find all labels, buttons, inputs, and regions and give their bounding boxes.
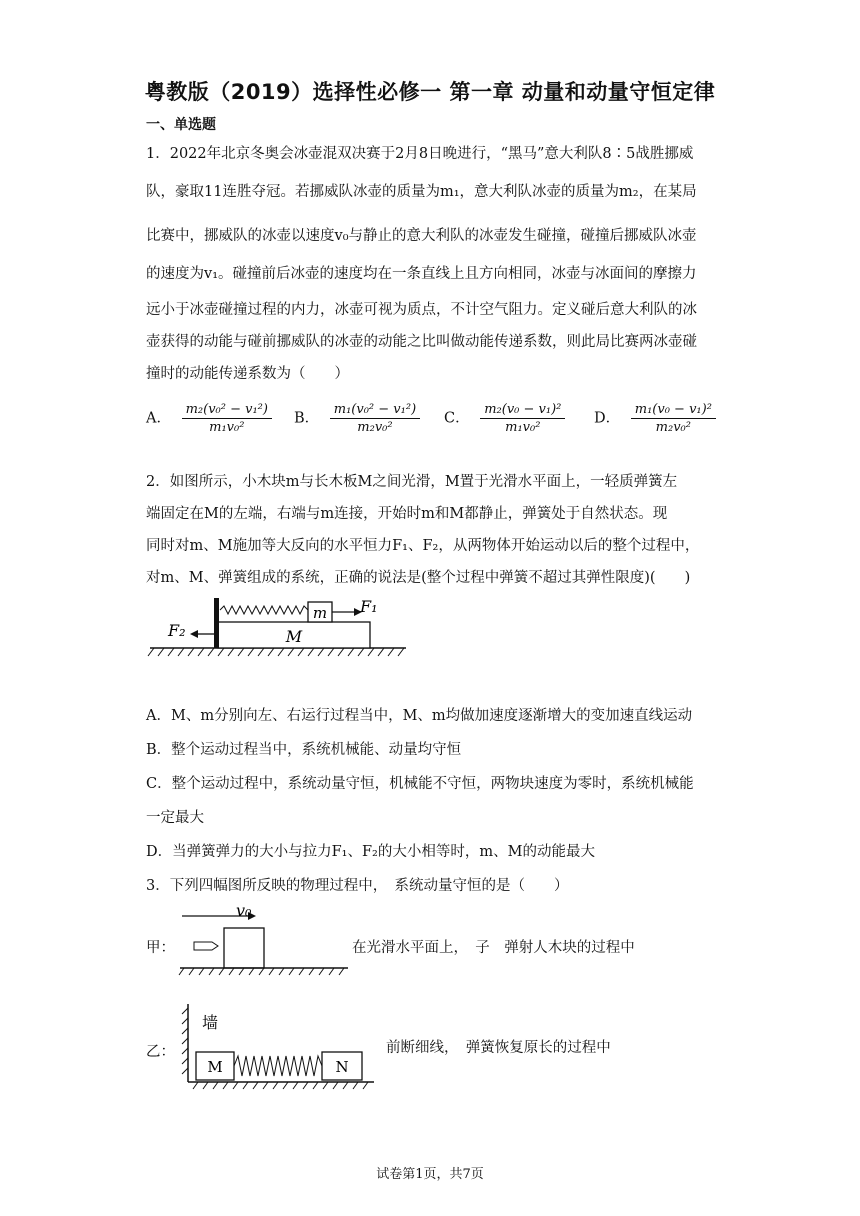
label-v0: v₀ [236, 902, 252, 920]
q2-line-3: 同时对m、M施加等大反向的水平恒力F₁、F₂，从两物体开始运动以后的整个过程中， [146, 538, 700, 554]
label-F1: F₁ [360, 597, 378, 616]
q2-option-c-cont: 一定最大 [146, 810, 204, 826]
label-M: M [285, 627, 303, 646]
q2-line-1: 2．如图所示，小木块m与长木板M之间光滑，M置于光滑水平面上，一轻质弹簧左 [146, 474, 678, 490]
q1-line-4: 的速度为v₁。碰撞前后冰壶的速度均在一条直线上且方向相同，冰壶与冰面间的摩擦力 [146, 266, 697, 282]
q2-option-c[interactable]: C．整个运动过程中，系统动量守恒，机械能不守恒，两物块速度为零时，系统机械能 [146, 776, 694, 792]
fraction-denominator: m₂v₀² [357, 420, 393, 435]
q1-line-6: 壶获得的动能与碰前挪威队的冰壶的动能之比叫做动能传递系数，则此局比赛两冰壶碰 [146, 334, 697, 350]
option-label: B． [294, 410, 320, 427]
q2-option-a[interactable]: A．M、m分别向左、右运行过程当中，M、m均做加速度逐渐增大的变加速直线运动 [146, 708, 693, 724]
q2-option-b[interactable]: B．整个运动过程当中，系统机械能、动量均守恒 [146, 742, 462, 758]
page-footer: 试卷第1页，共7页 [376, 1167, 484, 1182]
q1-line-5: 远小于冰壶碰撞过程的内力，冰壶可视为质点，不计空气阻力。定义碰后意大利队的冰 [146, 302, 697, 318]
q2-line-4: 对m、M、弹簧组成的系统，正确的说法是(整个过程中弹簧不超过其弹性限度)( ) [146, 570, 691, 586]
q1-line-3: 比赛中，挪威队的冰壶以速度v₀与静止的意大利队的冰壶发生碰撞，碰撞后挪威队冰壶 [146, 228, 697, 244]
section-heading: 一、单选题 [146, 117, 216, 133]
q1-option-a[interactable] [146, 402, 272, 435]
q2-figure-spring-board [140, 592, 420, 664]
q3-yi-text: 前断细线， 弹簧恢复原长的过程中 [386, 1040, 611, 1056]
fraction-numerator: m₁(v₀ − v₁)² [631, 402, 716, 419]
option-fraction [480, 402, 565, 435]
q1-option-d[interactable] [594, 402, 716, 435]
option-label: D． [594, 410, 621, 427]
q1-line-7: 撞时的动能传递系数为（ ） [146, 366, 349, 382]
label-m: m [312, 604, 328, 622]
option-label: A． [146, 410, 171, 427]
label-M: M [207, 1058, 223, 1076]
fraction-denominator: m₁v₀² [505, 420, 541, 435]
q2-option-d[interactable]: D．当弹簧弹力的大小与拉力F₁、F₂的大小相等时，m、M的动能最大 [146, 844, 595, 860]
option-fraction [182, 402, 272, 435]
label-N: N [335, 1058, 349, 1076]
q1-line-2: 队，豪取11连胜夺冠。若挪威队冰壶的质量为m₁，意大利队冰壶的质量为m₂，在某局 [146, 184, 697, 200]
fraction-numerator: m₂(v₀² − v₁²) [182, 402, 272, 419]
page-title: 粤教版（2019）选择性必修一 第一章 动量和动量守恒定律 [144, 80, 716, 104]
fraction-numerator: m₁(v₀² − v₁²) [330, 402, 420, 419]
q3-jia-label: 甲： [146, 940, 175, 956]
q3-jia-text: 在光滑水平面上， 子 弹射人木块的过程中 [352, 940, 635, 956]
fraction-denominator: m₁v₀² [209, 420, 245, 435]
fraction-denominator: m₂v₀² [655, 420, 691, 435]
q3-yi-label: 乙： [146, 1044, 175, 1060]
option-fraction [330, 402, 420, 435]
q3-figure-jia [176, 902, 352, 978]
q1-option-c[interactable] [444, 402, 565, 435]
option-label: C． [444, 410, 470, 427]
label-F2: F₂ [168, 621, 186, 640]
q2-line-2: 端固定在M的左端，右端与m连接，开始时m和M都静止，弹簧处于自然状态。现 [146, 506, 668, 522]
label-wall: 墙 [202, 1013, 219, 1032]
fraction-numerator: m₂(v₀ − v₁)² [480, 402, 565, 419]
q3-stem: 3．下列四幅图所反映的物理过程中， 系统动量守恒的是（ ） [146, 878, 569, 894]
q1-option-b[interactable] [294, 402, 420, 435]
q1-line-1: 1．2022年北京冬奥会冰壶混双决赛于2月8日晚进行，“黑马”意大利队8∶5战胜挪威 [146, 146, 694, 162]
q3-figure-yi [180, 1000, 380, 1092]
option-fraction [631, 402, 716, 435]
